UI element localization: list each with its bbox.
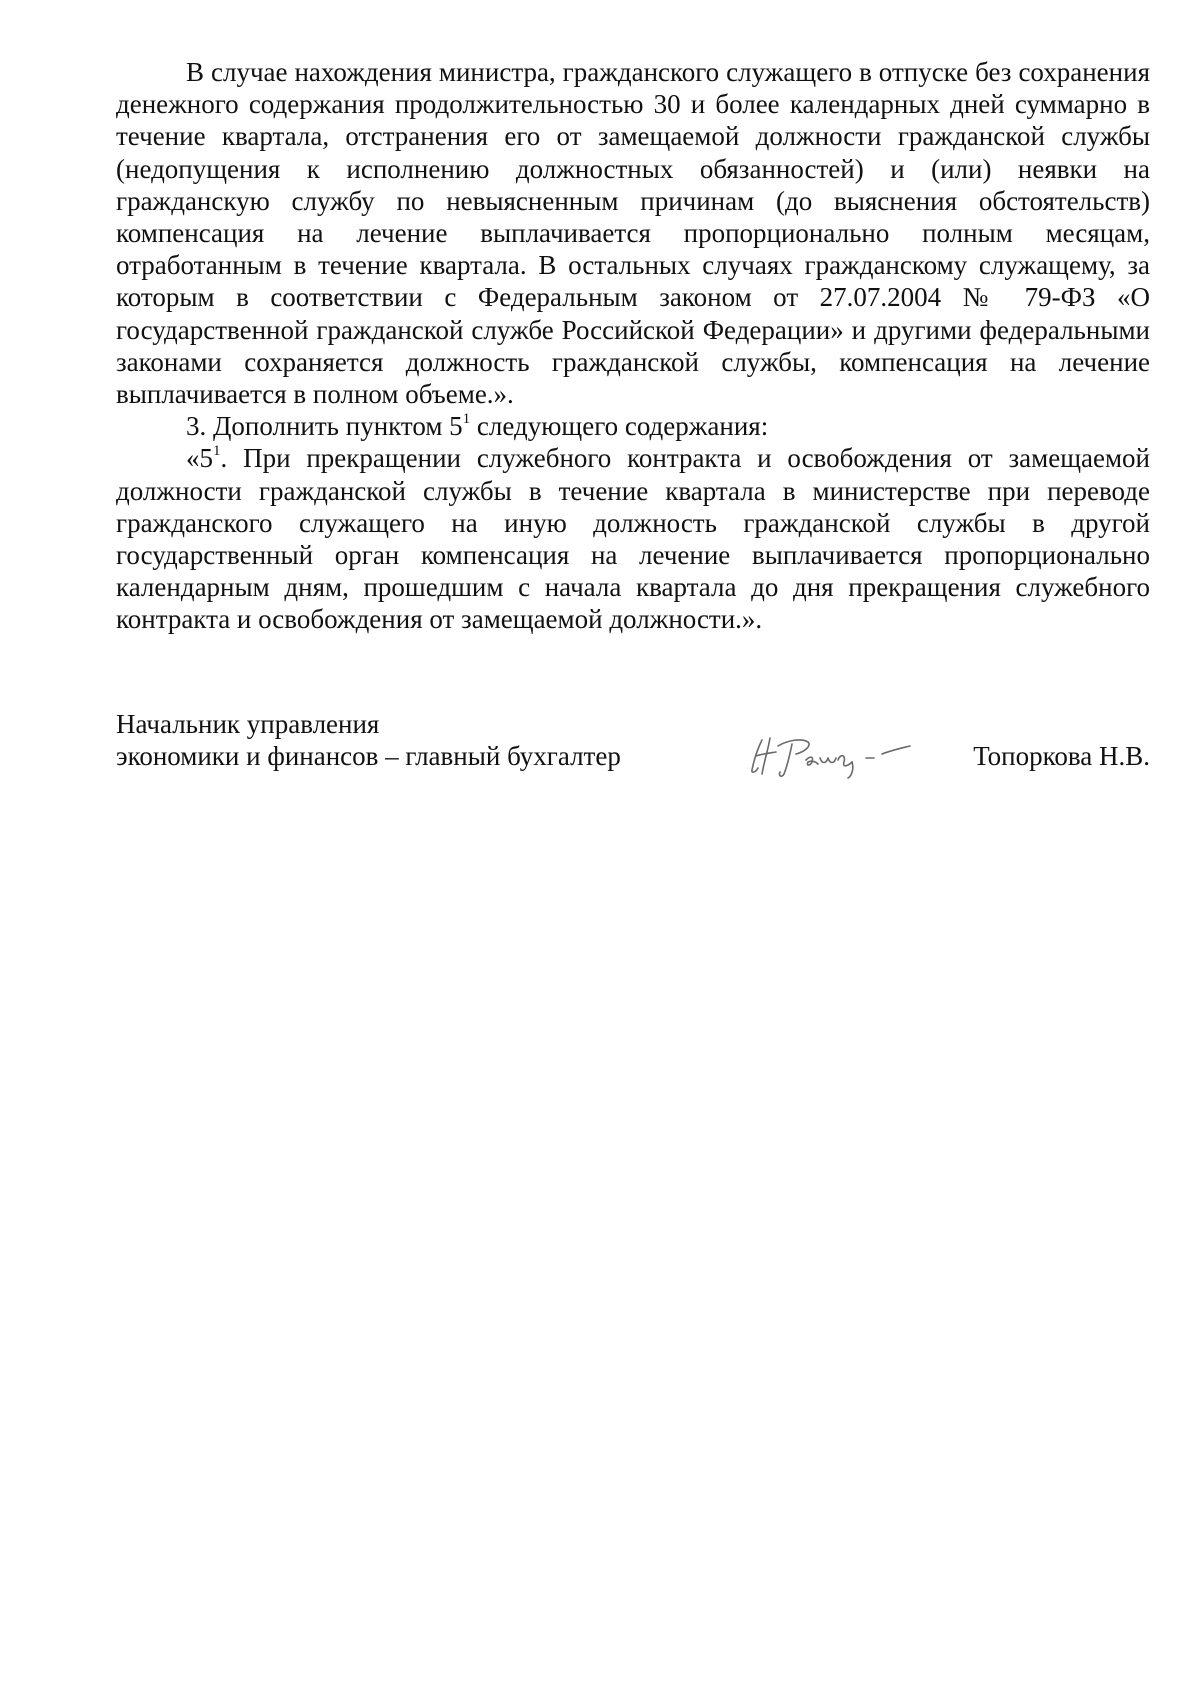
superscript-number: 1 — [462, 411, 471, 428]
new-clause-number: «5 — [186, 443, 213, 474]
signature-block — [116, 708, 1150, 788]
signatory-name: Топоркова Н.В. — [973, 741, 1150, 771]
position-line-2: экономики и финансов – главный бухгалтер — [116, 741, 621, 771]
amendment-intro-tail: следующего содержания: — [470, 411, 769, 442]
position-line-1: Начальник управления — [116, 709, 380, 739]
handwritten-signature — [748, 732, 913, 780]
paragraph-leave-compensation: В случае нахождения министра, гражданского служащего в отпуске без сохранения денежного содержания продолжительностью 30 и более календарных дней суммарно в течение квартала, отстранения его от замещаемой должности гражданской службы (недопущения к исполнению должностных обязанностей) и (или) неявки на гражданскую службу по невыясненным причинам (до выяснения обстоятельств) компенсация на лечение выплачивается пропорционально полным месяцам, отработанным в течение квартала. В остальных случаях гражданскому служащему, за которым в соответствии с Федеральным законом от 27.07.2004 № 79-ФЗ «О государственной гражданской службе Российской Федерации» и другими федеральными законами сохраняется должность гражданской службы, компенсация на лечение выплачивается в полном объеме.». — [116, 57, 1150, 410]
new-clause-text: . При прекращении служебного контракта и освобождения от замещаемой должности гражданской службы в течение квартала в министерстве при переводе гражданского служащего на иную должность гражданской службы в другой государственный орган компенсация на лечение выплачивается пропорционально календарным дням, прошедшим с начала квартала до дня прекращения служебного контракта и освобождения от замещаемой должности.». — [116, 443, 1150, 635]
amendment-intro-text: 3. Дополнить пунктом 5 — [186, 411, 463, 442]
paragraph-amendment-intro — [116, 410, 1150, 442]
document-body — [116, 56, 1150, 636]
superscript-number: 1 — [213, 443, 221, 460]
paragraph-new-clause — [116, 442, 1150, 635]
signatory-position — [116, 708, 716, 772]
